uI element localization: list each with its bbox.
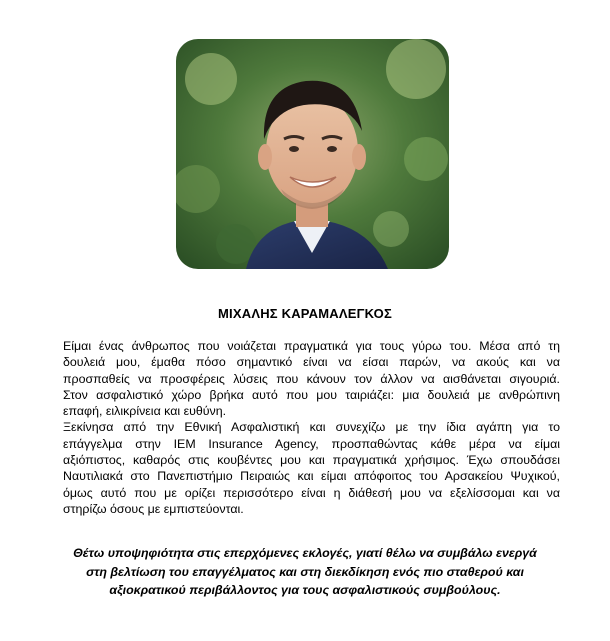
bio-line: Είμαι ένας άνθρωπος που νοιάζεται πραγματικά για τους γύρω του. Μέσα από τη [63,339,560,353]
bio-line: αξιόπιστος, καθαρός στις κουβέντες μου και πραγματικά χρήσιμος. Έχω σπουδάσει [63,453,560,468]
bio-line: όμως αυτό που με ορίζει περισσότερο είναι η διάθεσή μου να εξελίσσομαι και να [63,485,560,500]
biography [63,338,560,517]
bio-line: στηρίζω όσους με εμπιστεύονται. [63,501,244,516]
candidacy-line: στη βελτίωση του επαγγέλματος και στη διεκδίκηση ενός πιο σταθερού και [86,564,524,579]
candidacy-line: αξιοκρατικού περιβάλλοντος για τους ασφαλιστικούς συμβούλους. [109,583,501,598]
bio-line: δουλειά μου, έμαθα πόσο σημαντικό είναι να είσαι παρών, να ακούς και να [63,355,560,370]
bio-line: επάγγελμα στην ΙΕΜ Insurance Agency, προσπαθώντας κάθε μέρα να είμαι [63,436,560,451]
person-name: ΜΙΧΑΛΗΣ ΚΑΡΑΜΑΛΕΓΚΟΣ [218,306,392,321]
candidacy-line: Θέτω υποψηφιότητα στις επερχόμενες εκλογές, γιατί θέλω να συμβάλω ενεργά [73,546,537,560]
bio-line: προσπαθείς να προσφέρεις λύσεις που κάνουν τον άλλον να αισθάνεται σιγουριά. [63,371,560,386]
bio-line: Στον ασφαλιστικό χώρο βρήκα αυτό που μου ταιριάζει: μια δουλειά με ανθρώπινη [63,387,560,402]
profile-photo [176,39,449,269]
bio-line: επαφή, ειλικρίνεια και ευθύνη. [63,404,227,419]
bio-line: Ναυτιλιακά στο Πανεπιστήμιο Πειραιώς και είμαι απόφοιτος του Αρσακείου Ψυχικού, [63,469,560,484]
bio-line: Ξεκίνησα από την Εθνική Ασφαλιστική και συνεχίζω με την ίδια αγάπη για το [63,420,560,435]
candidacy-statement [40,544,570,600]
